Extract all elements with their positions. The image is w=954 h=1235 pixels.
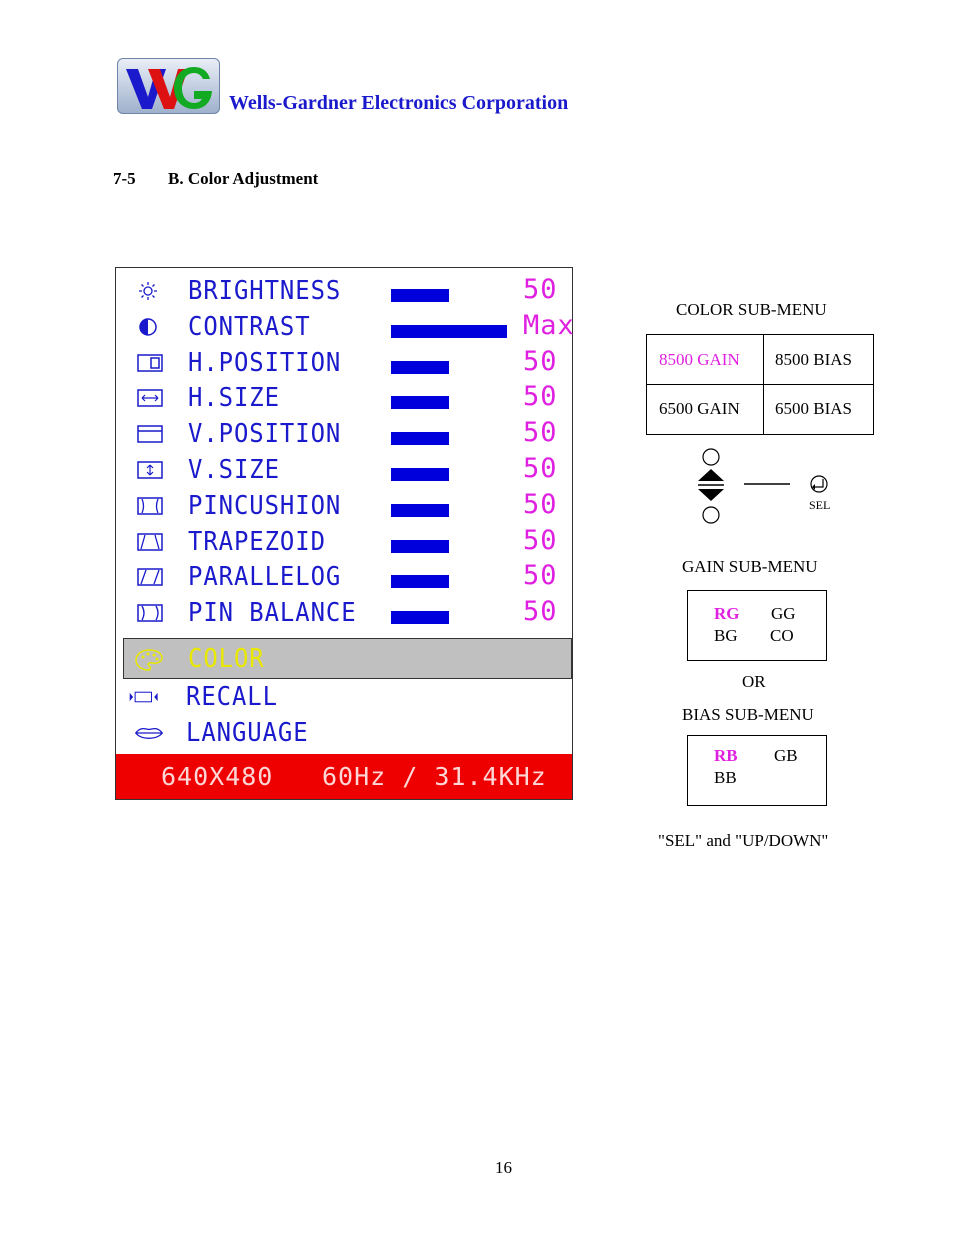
sun-icon (136, 281, 166, 301)
cell-8500-bias[interactable]: 8500 BIAS (775, 350, 852, 369)
h-position-icon (136, 353, 166, 373)
osd-item-parallelog[interactable] (116, 558, 572, 594)
pin-balance-icon (136, 603, 166, 623)
osd-item-label: PINCUSHION (188, 490, 342, 521)
company-logo (117, 58, 220, 114)
osd-item-v-position[interactable] (116, 415, 572, 451)
level-bar[interactable] (391, 361, 449, 374)
osd-item-recall[interactable] (116, 678, 572, 714)
osd-item-label: COLOR (188, 644, 265, 674)
bias-submenu-box (687, 735, 827, 806)
osd-item-brightness[interactable] (116, 272, 572, 308)
osd-item-trapezoid[interactable] (116, 523, 572, 559)
level-bar[interactable] (391, 540, 449, 553)
level-value: 50 (523, 453, 558, 484)
level-value: 50 (523, 381, 558, 413)
h-size-icon (136, 388, 166, 408)
color-submenu-title: COLOR SUB-MENU (676, 300, 827, 319)
frequency-text: 60Hz / 31.4KHz (322, 762, 547, 791)
cell-co[interactable]: CO (770, 626, 794, 645)
level-value: 50 (523, 274, 558, 305)
level-value: 50 (523, 560, 558, 592)
osd-item-label: TRAPEZOID (188, 526, 326, 557)
recall-icon (129, 687, 159, 707)
osd-item-h-position[interactable] (116, 344, 572, 380)
section-number: 7-5 (113, 169, 136, 188)
gain-submenu-title: GAIN SUB-MENU (682, 557, 818, 576)
sel-button-icon (811, 476, 827, 492)
resolution-text: 640X480 (161, 762, 274, 791)
osd-item-contrast[interactable] (116, 308, 575, 344)
wg-logo-icon (118, 59, 221, 115)
level-value: 50 (523, 488, 558, 520)
color-submenu-table (646, 334, 874, 435)
pincushion-icon (136, 496, 166, 516)
section-title: B. Color Adjustment (168, 169, 319, 188)
footnote: "SEL" and "UP/DOWN" (658, 831, 829, 850)
cell-rg[interactable]: RG (714, 604, 740, 623)
up-button-icon (703, 449, 719, 465)
level-bar[interactable] (391, 396, 449, 409)
table-divider (647, 384, 873, 385)
osd-item-label: CONTRAST (188, 311, 311, 342)
cell-bg[interactable]: BG (714, 626, 738, 645)
level-bar[interactable] (391, 289, 449, 302)
up-arrow-icon (698, 469, 724, 481)
cell-gg[interactable]: GG (771, 604, 796, 623)
level-bar[interactable] (391, 611, 449, 624)
osd-item-pincushion[interactable] (116, 487, 572, 523)
cell-rb[interactable]: RB (714, 746, 738, 765)
osd-item-label: LANGUAGE (186, 718, 309, 748)
cell-6500-bias[interactable]: 6500 BIAS (775, 399, 852, 418)
osd-item-label: V.SIZE (188, 455, 280, 485)
company-name: Wells-Gardner Electronics Corporation (229, 92, 569, 114)
down-button-icon (703, 507, 719, 523)
v-position-icon (136, 424, 166, 444)
level-value: 50 (523, 524, 558, 556)
level-bar[interactable] (391, 432, 449, 445)
parallelogram-icon (136, 567, 166, 587)
level-value: 50 (523, 417, 558, 449)
osd-item-label: PIN BALANCE (188, 598, 357, 629)
osd-item-label: BRIGHTNESS (188, 276, 342, 306)
page-number: 16 (495, 1158, 512, 1177)
controls-diagram (690, 445, 840, 530)
or-text: OR (742, 672, 766, 691)
osd-item-label: RECALL (186, 682, 278, 712)
level-value: Max (523, 309, 575, 341)
level-value: 50 (523, 345, 558, 377)
cell-8500-gain[interactable]: 8500 GAIN (659, 350, 740, 369)
level-bar[interactable] (391, 468, 449, 481)
osd-item-v-size[interactable] (116, 451, 572, 487)
osd-item-pin-balance[interactable] (116, 594, 572, 630)
osd-item-color[interactable] (123, 638, 572, 679)
half-circle-icon (136, 317, 166, 337)
level-bar[interactable] (391, 325, 507, 338)
osd-item-label: V.POSITION (188, 419, 342, 450)
bias-submenu-title: BIAS SUB-MENU (682, 705, 814, 724)
level-value: 50 (523, 596, 558, 628)
trapezoid-icon (136, 532, 166, 552)
v-size-icon (136, 460, 166, 480)
level-bar[interactable] (391, 575, 449, 588)
cell-gb[interactable]: GB (774, 746, 798, 765)
palette-icon (134, 648, 164, 672)
osd-item-language[interactable] (116, 714, 572, 750)
osd-item-label: H.SIZE (188, 383, 280, 414)
sel-label: SEL (809, 498, 831, 512)
down-arrow-icon (698, 489, 724, 501)
cell-6500-gain[interactable]: 6500 GAIN (659, 399, 740, 418)
lips-icon (134, 723, 164, 743)
osd-item-label: H.POSITION (188, 347, 342, 378)
cell-bb[interactable]: BB (714, 768, 737, 787)
osd-menu (115, 267, 573, 800)
gain-submenu-box (687, 590, 827, 661)
osd-item-label: PARALLELOG (188, 562, 342, 593)
osd-item-h-size[interactable] (116, 379, 572, 415)
osd-status-bar (116, 754, 572, 799)
level-bar[interactable] (391, 504, 449, 517)
